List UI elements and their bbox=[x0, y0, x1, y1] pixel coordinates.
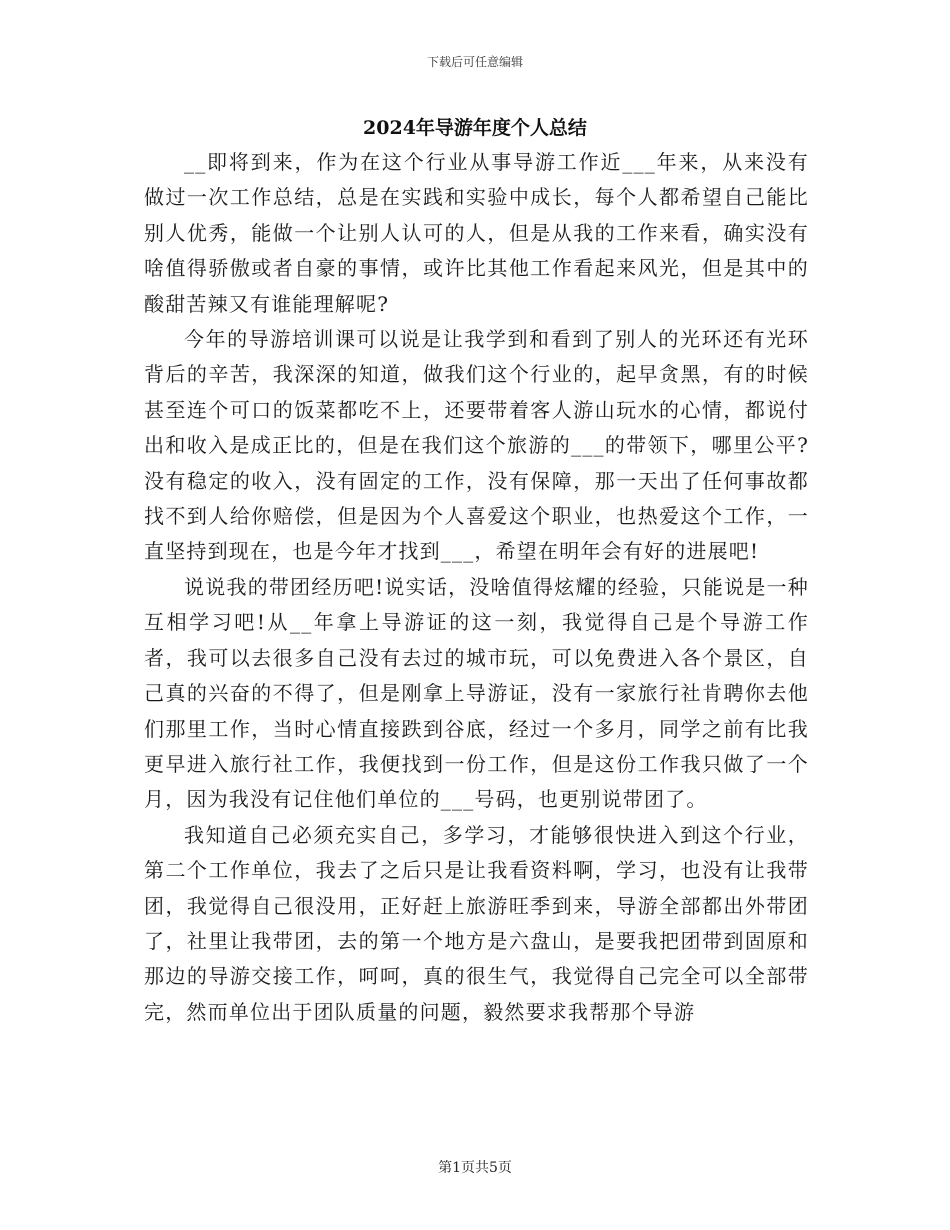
document-body bbox=[144, 145, 809, 1030]
paragraph-4: 我知道自己必须充实自己，多学习，才能够很快进入到这个行业，第二个工作单位，我去了之后只是让我看资料啊，学习，也没有让我带团，我觉得自己很没用，正好赶上旅游旺季到来，导游全部都出外带团了，社里让我带团，去的第一个地方是六盘山，是要我把团带到固原和那边的导游交接工作，呵呵，真的很生气，我觉得自己完全可以全部带完，然而单位出于团队质量的问题，毅然要求我帮那个导游 bbox=[144, 822, 809, 1024]
paragraph-2: 今年的导游培训课可以说是让我学到和看到了别人的光环还有光环背后的辛苦，我深深的知道，做我们这个行业的，起早贪黑，有的时候甚至连个可口的饭菜都吃不上，还要带着客人游山玩水的心情，都说付出和收入是成正比的，但是在我们这个旅游的___的带领下，哪里公平?没有稳定的收入，没有固定的工作，没有保障，那一天出了任何事故都找不到人给你赔偿，但是因为个人喜爱这个职业，也热爱这个工作，一直坚持到现在，也是今年才找到___，希望在明年会有好的进展吧! bbox=[144, 327, 809, 564]
paragraph-3: 说说我的带团经历吧!说实话，没啥值得炫耀的经验，只能说是一种互相学习吧!从__年拿上导游证的这一刻，我觉得自己是个导游工作者，我可以去很多自己没有去过的城市玩，可以免费进入各个景区，自己真的兴奋的不得了，但是刚拿上导游证，没有一家旅行社肯聘你去他们那里工作，当时心情直接跌到谷底，经过一个多月，同学之前有比我更早进入旅行社工作，我便找到一份工作，但是这份工作我只做了一个月，因为我没有记住他们单位的___号码，也更别说带团了。 bbox=[144, 574, 809, 812]
document-title: 2024年导游年度个人总结 bbox=[363, 117, 587, 139]
page-number: 第1页共5页 bbox=[438, 1160, 512, 1176]
paragraph-1: __即将到来，作为在这个行业从事导游工作近___年来，从来没有做过一次工作总结，总是在实践和实验中成长，每个人都希望自己能比别人优秀，能做一个让别人认可的人，但是从我的工作来看，确实没有啥值得骄傲或者自豪的事情，或许比其他工作看起来风光，但是其中的酸甜苦辣又有谁能理解呢? bbox=[144, 150, 809, 316]
header-note: 下载后可任意编辑 bbox=[426, 55, 523, 69]
